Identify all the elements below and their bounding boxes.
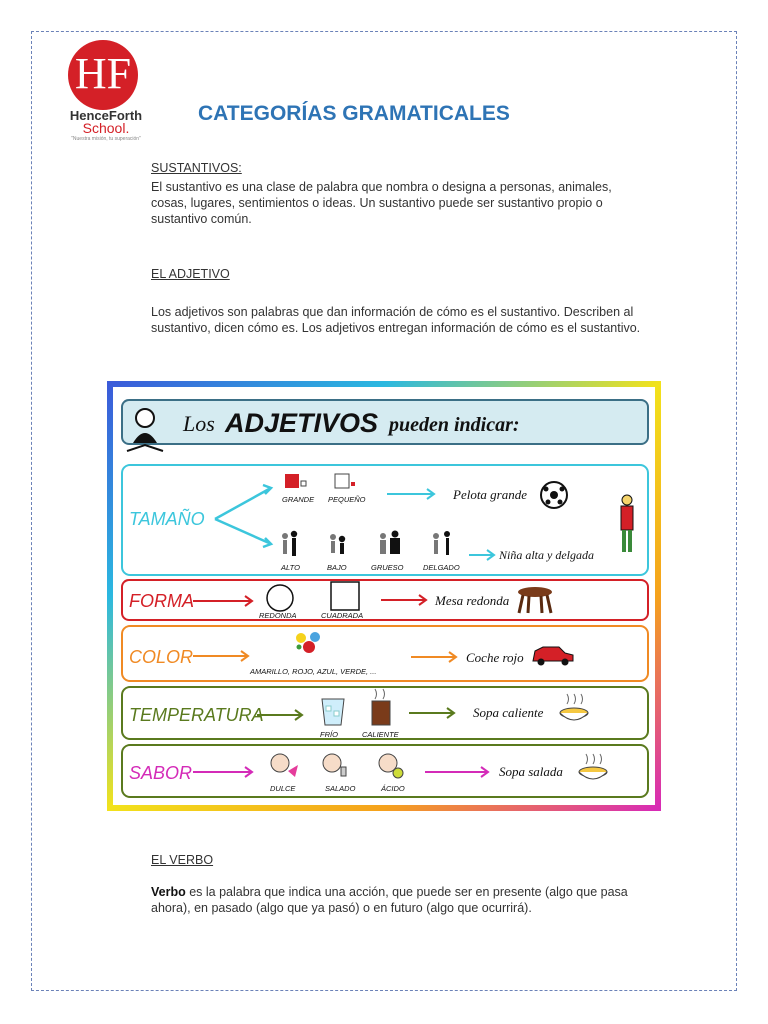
word-alto: ALTO <box>281 563 300 572</box>
word-redonda: REDONDA <box>259 611 297 620</box>
tamano-label: TAMAÑO <box>129 509 205 529</box>
word-acido: ÁCIDO <box>381 784 405 793</box>
word-delgado: DELGADO <box>423 563 460 572</box>
forma-label: FORMA <box>129 591 194 611</box>
word-pequeno: PEQUEÑO <box>328 495 366 504</box>
word-dulce: DULCE <box>270 784 296 793</box>
adjetivo-text: Los adjetivos son palabras que dan información de cómo es el sustantivo. Describen al sustantivo, dicen cómo es. Los adjetivos entregan información de cómo es el sustantivo. <box>151 305 641 335</box>
temperatura-label: TEMPERATURA <box>129 705 264 725</box>
soccer-ball-icon <box>541 482 567 508</box>
page-title: CATEGORÍAS GRAMATICALES <box>198 102 510 125</box>
example-mesa: Mesa redonda <box>435 593 510 608</box>
example-sopa-caliente: Sopa caliente <box>473 705 544 720</box>
example-coche: Coche rojo <box>466 650 524 665</box>
word-cuadrada: CUADRADA <box>321 611 364 620</box>
adjetivos-infographic <box>107 381 661 811</box>
color-label: COLOR <box>129 647 194 667</box>
verbo-text <box>151 884 651 916</box>
word-grueso: GRUESO <box>371 563 404 572</box>
logo-name: HenceForth <box>69 108 143 123</box>
example-nina: Niña alta y delgada <box>499 548 594 562</box>
sabor-label: SABOR <box>129 763 193 783</box>
cold-glass-icon <box>322 699 344 725</box>
word-grande: GRANDE <box>282 495 315 504</box>
adjetivo-heading: EL ADJETIVO <box>151 267 230 281</box>
verbo-heading: EL VERBO <box>151 853 214 867</box>
circle-shape-icon <box>267 585 293 611</box>
verbo-bold: Verbo <box>151 885 186 899</box>
color-row <box>122 626 648 681</box>
school-logo <box>58 40 154 150</box>
square-shape-icon <box>331 582 359 610</box>
verbo-body: es la palabra que indica una acción, que puede ser en presente (algo que pasa ahora), en pasado (algo que ya pasó) o en futuro (algo que ocurrirá). <box>151 885 628 915</box>
sustantivos-text: El sustantivo es una clase de palabra que nombra o designa a personas, animales, cosas, lugares, sentimientos o ideas. Un sustantivo puede ser sustantivo propio o sustantivo común. <box>151 180 612 226</box>
word-frio: FRÍO <box>320 730 338 739</box>
word-caliente: CALIENTE <box>362 730 399 739</box>
sustantivos-heading: SUSTANTIVOS: <box>151 161 242 175</box>
title-main: ADJETIVOS <box>225 408 379 438</box>
logo-school: School. <box>82 120 130 136</box>
word-salado: SALADO <box>325 784 356 793</box>
color-words: AMARILLO, ROJO, AZUL, VERDE, ... <box>250 667 377 676</box>
title-prefix: Los <box>183 411 215 436</box>
word-bajo: BAJO <box>327 563 347 572</box>
logo-monogram: HF <box>74 49 132 98</box>
logo-tagline: "Nuestra misión, tu superación" <box>71 136 141 142</box>
title-suffix: pueden indicar: <box>389 414 520 436</box>
example-pelota: Pelota grande <box>453 487 528 502</box>
example-sopa-salada: Sopa salada <box>499 764 563 779</box>
